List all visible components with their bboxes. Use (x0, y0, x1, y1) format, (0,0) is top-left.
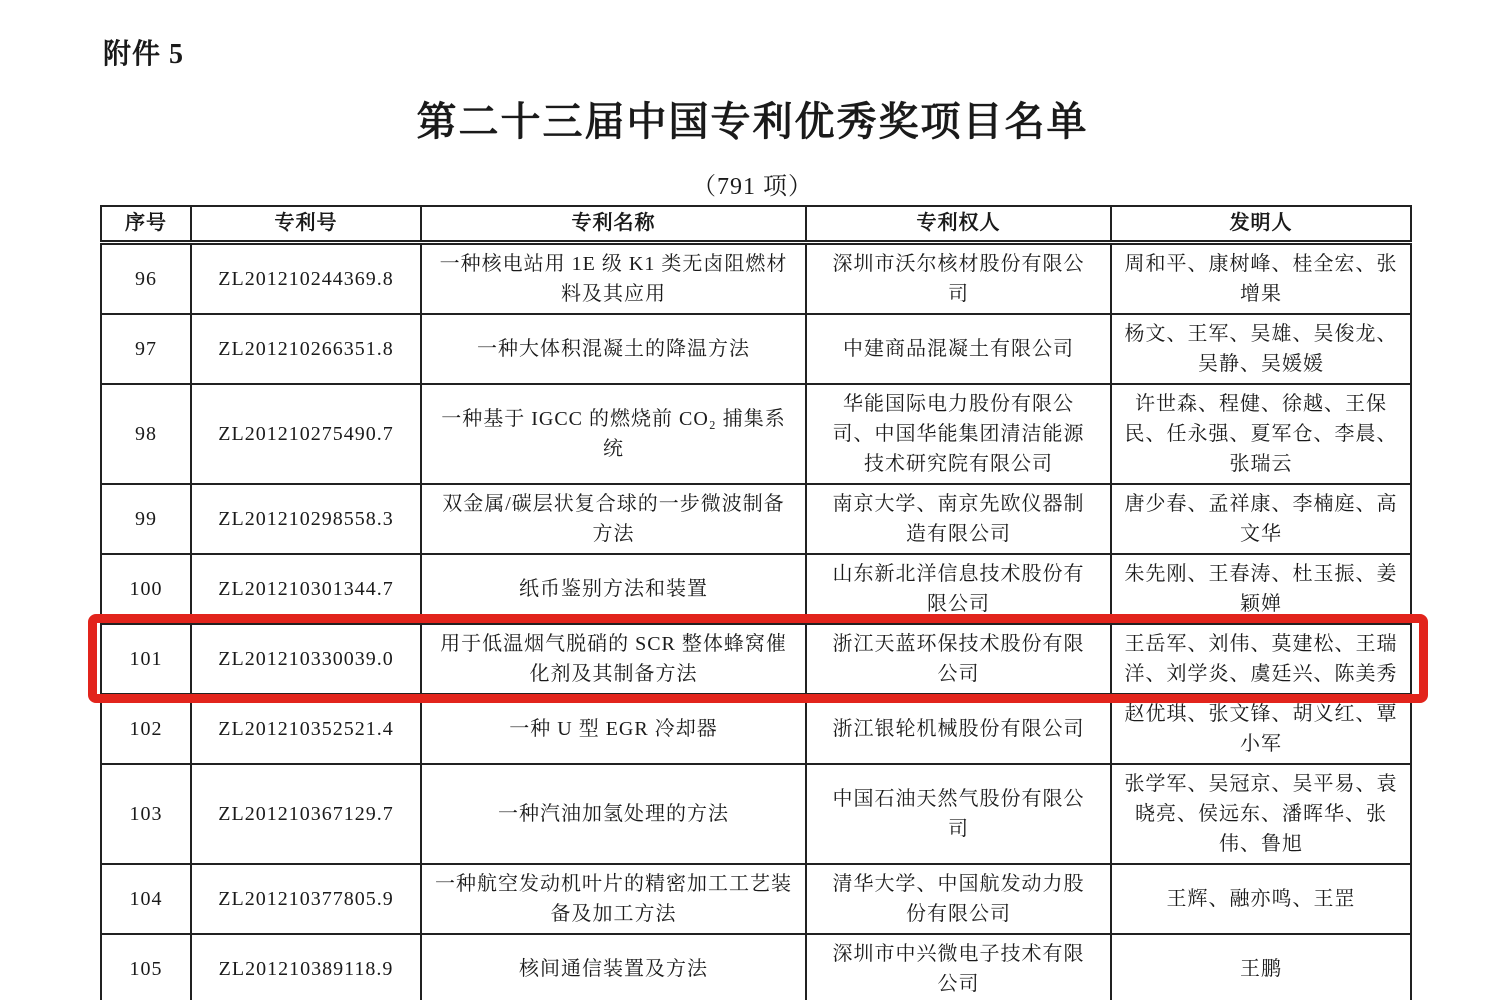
cell-inventors: 王辉、融亦鸣、王罡 (1111, 864, 1411, 934)
cell-inventors: 杨文、王军、吴雄、吴俊龙、吴静、吴媛媛 (1111, 314, 1411, 384)
column-header-patent-name: 专利名称 (421, 206, 806, 242)
column-header-inventors: 发明人 (1111, 206, 1411, 242)
cell-inventors: 王岳军、刘伟、莫建松、王瑞洋、刘学炎、虞廷兴、陈美秀 (1111, 624, 1411, 694)
cell-patent-name: 一种核电站用 1E 级 K1 类无卤阻燃材料及其应用 (421, 242, 806, 314)
cell-patentee: 中建商品混凝土有限公司 (806, 314, 1111, 384)
page-title: 第二十三届中国专利优秀奖项目名单 (416, 99, 1089, 144)
cell-patent-name: 一种基于 IGCC 的燃烧前 CO₂ 捕集系统 (421, 384, 806, 484)
cell-inventors: 周和平、康树峰、桂全宏、张增果 (1111, 242, 1411, 314)
cell-patent-name: 一种汽油加氢处理的方法 (421, 764, 806, 864)
cell-patent-name: 纸币鉴别方法和装置 (421, 554, 806, 624)
cell-patent-no: ZL201210352521.4 (191, 694, 421, 764)
table-header-row (101, 206, 1411, 242)
table-row (101, 384, 1411, 484)
table-row (101, 934, 1411, 1000)
cell-seq: 102 (101, 694, 191, 764)
cell-patent-name: 双金属/碳层状复合球的一步微波制备方法 (421, 484, 806, 554)
cell-patent-no: ZL201210275490.7 (191, 384, 421, 484)
attachment-label: 附件 5 (103, 39, 185, 70)
cell-seq: 104 (101, 864, 191, 934)
item-count: （791 项） (692, 174, 813, 200)
column-header-patent-no: 专利号 (191, 206, 421, 242)
cell-patentee: 中国石油天然气股份有限公司 (806, 764, 1111, 864)
cell-inventors: 王鹏 (1111, 934, 1411, 1000)
table-row (101, 864, 1411, 934)
cell-patent-name: 核间通信装置及方法 (421, 934, 806, 1000)
cell-inventors: 唐少春、孟祥康、李楠庭、高文华 (1111, 484, 1411, 554)
cell-seq: 103 (101, 764, 191, 864)
cell-patentee: 深圳市沃尔核材股份有限公司 (806, 242, 1111, 314)
cell-inventors: 朱先刚、王春涛、杜玉振、姜颖婵 (1111, 554, 1411, 624)
cell-patent-name: 一种大体积混凝土的降温方法 (421, 314, 806, 384)
cell-seq: 98 (101, 384, 191, 484)
cell-patent-no: ZL201210367129.7 (191, 764, 421, 864)
cell-patent-no: ZL201210266351.8 (191, 314, 421, 384)
patent-table (100, 205, 1412, 1000)
cell-patent-no: ZL201210244369.8 (191, 242, 421, 314)
cell-seq: 99 (101, 484, 191, 554)
cell-patent-no: ZL201210301344.7 (191, 554, 421, 624)
table-row (101, 694, 1411, 764)
cell-patentee: 浙江银轮机械股份有限公司 (806, 694, 1111, 764)
column-header-patentee: 专利权人 (806, 206, 1111, 242)
cell-patent-no: ZL201210389118.9 (191, 934, 421, 1000)
cell-patent-name: 一种航空发动机叶片的精密加工工艺装备及加工方法 (421, 864, 806, 934)
cell-seq: 97 (101, 314, 191, 384)
cell-inventors: 张学军、吴冠京、吴平易、袁晓亮、侯远东、潘晖华、张伟、鲁旭 (1111, 764, 1411, 864)
table-row (101, 484, 1411, 554)
cell-seq: 101 (101, 624, 191, 694)
cell-patentee: 深圳市中兴微电子技术有限公司 (806, 934, 1111, 1000)
cell-patent-no: ZL201210298558.3 (191, 484, 421, 554)
cell-patentee: 浙江天蓝环保技术股份有限公司 (806, 624, 1111, 694)
table-row (101, 764, 1411, 864)
table-row (101, 624, 1411, 694)
table-row (101, 242, 1411, 314)
cell-patentee: 南京大学、南京先欧仪器制造有限公司 (806, 484, 1111, 554)
cell-patent-no: ZL201210377805.9 (191, 864, 421, 934)
cell-inventors: 赵优琪、张文锋、胡义红、覃小军 (1111, 694, 1411, 764)
cell-patent-no: ZL201210330039.0 (191, 624, 421, 694)
cell-seq: 105 (101, 934, 191, 1000)
cell-patentee: 清华大学、中国航发动力股份有限公司 (806, 864, 1111, 934)
column-header-seq: 序号 (101, 206, 191, 242)
cell-patentee: 华能国际电力股份有限公司、中国华能集团清洁能源技术研究院有限公司 (806, 384, 1111, 484)
table-row (101, 554, 1411, 624)
cell-seq: 100 (101, 554, 191, 624)
cell-patent-name: 用于低温烟气脱硝的 SCR 整体蜂窝催化剂及其制备方法 (421, 624, 806, 694)
cell-patent-name: 一种 U 型 EGR 冷却器 (421, 694, 806, 764)
table-row (101, 314, 1411, 384)
cell-seq: 96 (101, 242, 191, 314)
cell-patentee: 山东新北洋信息技术股份有限公司 (806, 554, 1111, 624)
cell-inventors: 许世森、程健、徐越、王保民、任永强、夏军仓、李晨、张瑞云 (1111, 384, 1411, 484)
